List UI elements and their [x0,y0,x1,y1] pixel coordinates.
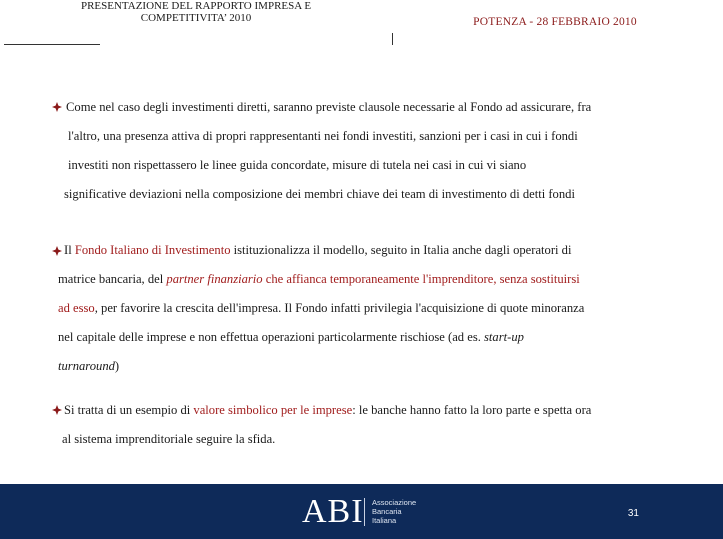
paragraph-1-line-2: l'altro, una presenza attiva di propri rappresentanti nei fondi investiti, sanzioni per i casi in cui i fondi [68,129,578,143]
bullet-paragraph-1 [66,93,591,209]
header-rule [4,44,100,45]
diamond-bullet-icon [52,405,62,415]
fondo-italiano-highlight: Fondo Italiano di Investimento [74,243,231,257]
logo-line-3: Italiana [372,516,397,525]
text-run: istituzionalizza il modello, seguito in Italia anche dagli operatori di [230,243,572,257]
text-run: ) [114,359,120,373]
paragraph-1-line-3: investiti non rispettassero le linee guida concordate, misure di tutela nei casi in cui vi siano [68,158,527,172]
paragraph-3-line-2: al sistema imprenditoriale seguire la sfida. [62,432,276,446]
paragraph-2-line-1 [64,236,584,265]
text-run: : le banche hanno fatto la loro parte e spetta ora [352,403,592,417]
diamond-bullet-icon [52,102,62,112]
paragraph-1-line-4: significative deviazioni nella composizione dei membri chiave dei team di investimento di detti fondi [64,187,575,201]
bullet-paragraph-2 [58,236,585,381]
partner-finanziario-highlight: partner finanziario [166,272,263,286]
paragraph-2-line-3 [58,294,584,323]
text-run: Il [64,243,75,257]
valore-simbolico-highlight: valore simbolico per le imprese [193,403,353,417]
paragraph-2-line-5 [58,352,584,381]
logo-wordmark [372,498,416,525]
red-text-run: che affianca temporaneamente l'imprenditore, senza sostituirsi [262,272,580,286]
logo-divider [364,498,365,526]
paragraph-2-line-4 [58,323,584,352]
paragraph-2-line-2 [58,265,584,294]
text-run: nel capitale delle imprese e non effettua operazioni particolarmente rischiose (ad es. [58,330,485,344]
text-run: , per favorire la crescita dell'impresa. Il Fondo infatti privilegia l'acquisizione di quote minoranza [94,301,585,315]
footer-bar [0,484,723,539]
paragraph-1-line-1: Come nel caso degli investimenti diretti, saranno previste clausole necessarie al Fondo ad assicurare, fra [66,100,592,114]
header-divider [392,33,393,45]
logo-line-2: Bancaria [372,507,402,516]
title-line-2: COMPETITIVITA’ 2010 [140,12,252,24]
paragraph-3-line-1 [64,396,591,425]
bullet-paragraph-3 [64,396,591,454]
italic-text-run: start-up [484,330,524,344]
red-text-run: ad esso [58,301,95,315]
logo-line-1: Associazione [372,498,417,507]
text-run: matrice bancaria, del [58,272,167,286]
italic-text-run: turnaround [58,359,115,373]
presentation-title [0,0,392,44]
title-line-1: PRESENTAZIONE DEL RAPPORTO IMPRESA E [80,0,312,12]
page-number: 31 [627,508,639,519]
diamond-bullet-icon [52,246,62,256]
location-date: POTENZA - 28 FEBBRAIO 2010 [473,16,637,28]
logo-abbreviation: ABI [302,493,364,530]
text-run: Si tratta di un esempio di [64,403,194,417]
